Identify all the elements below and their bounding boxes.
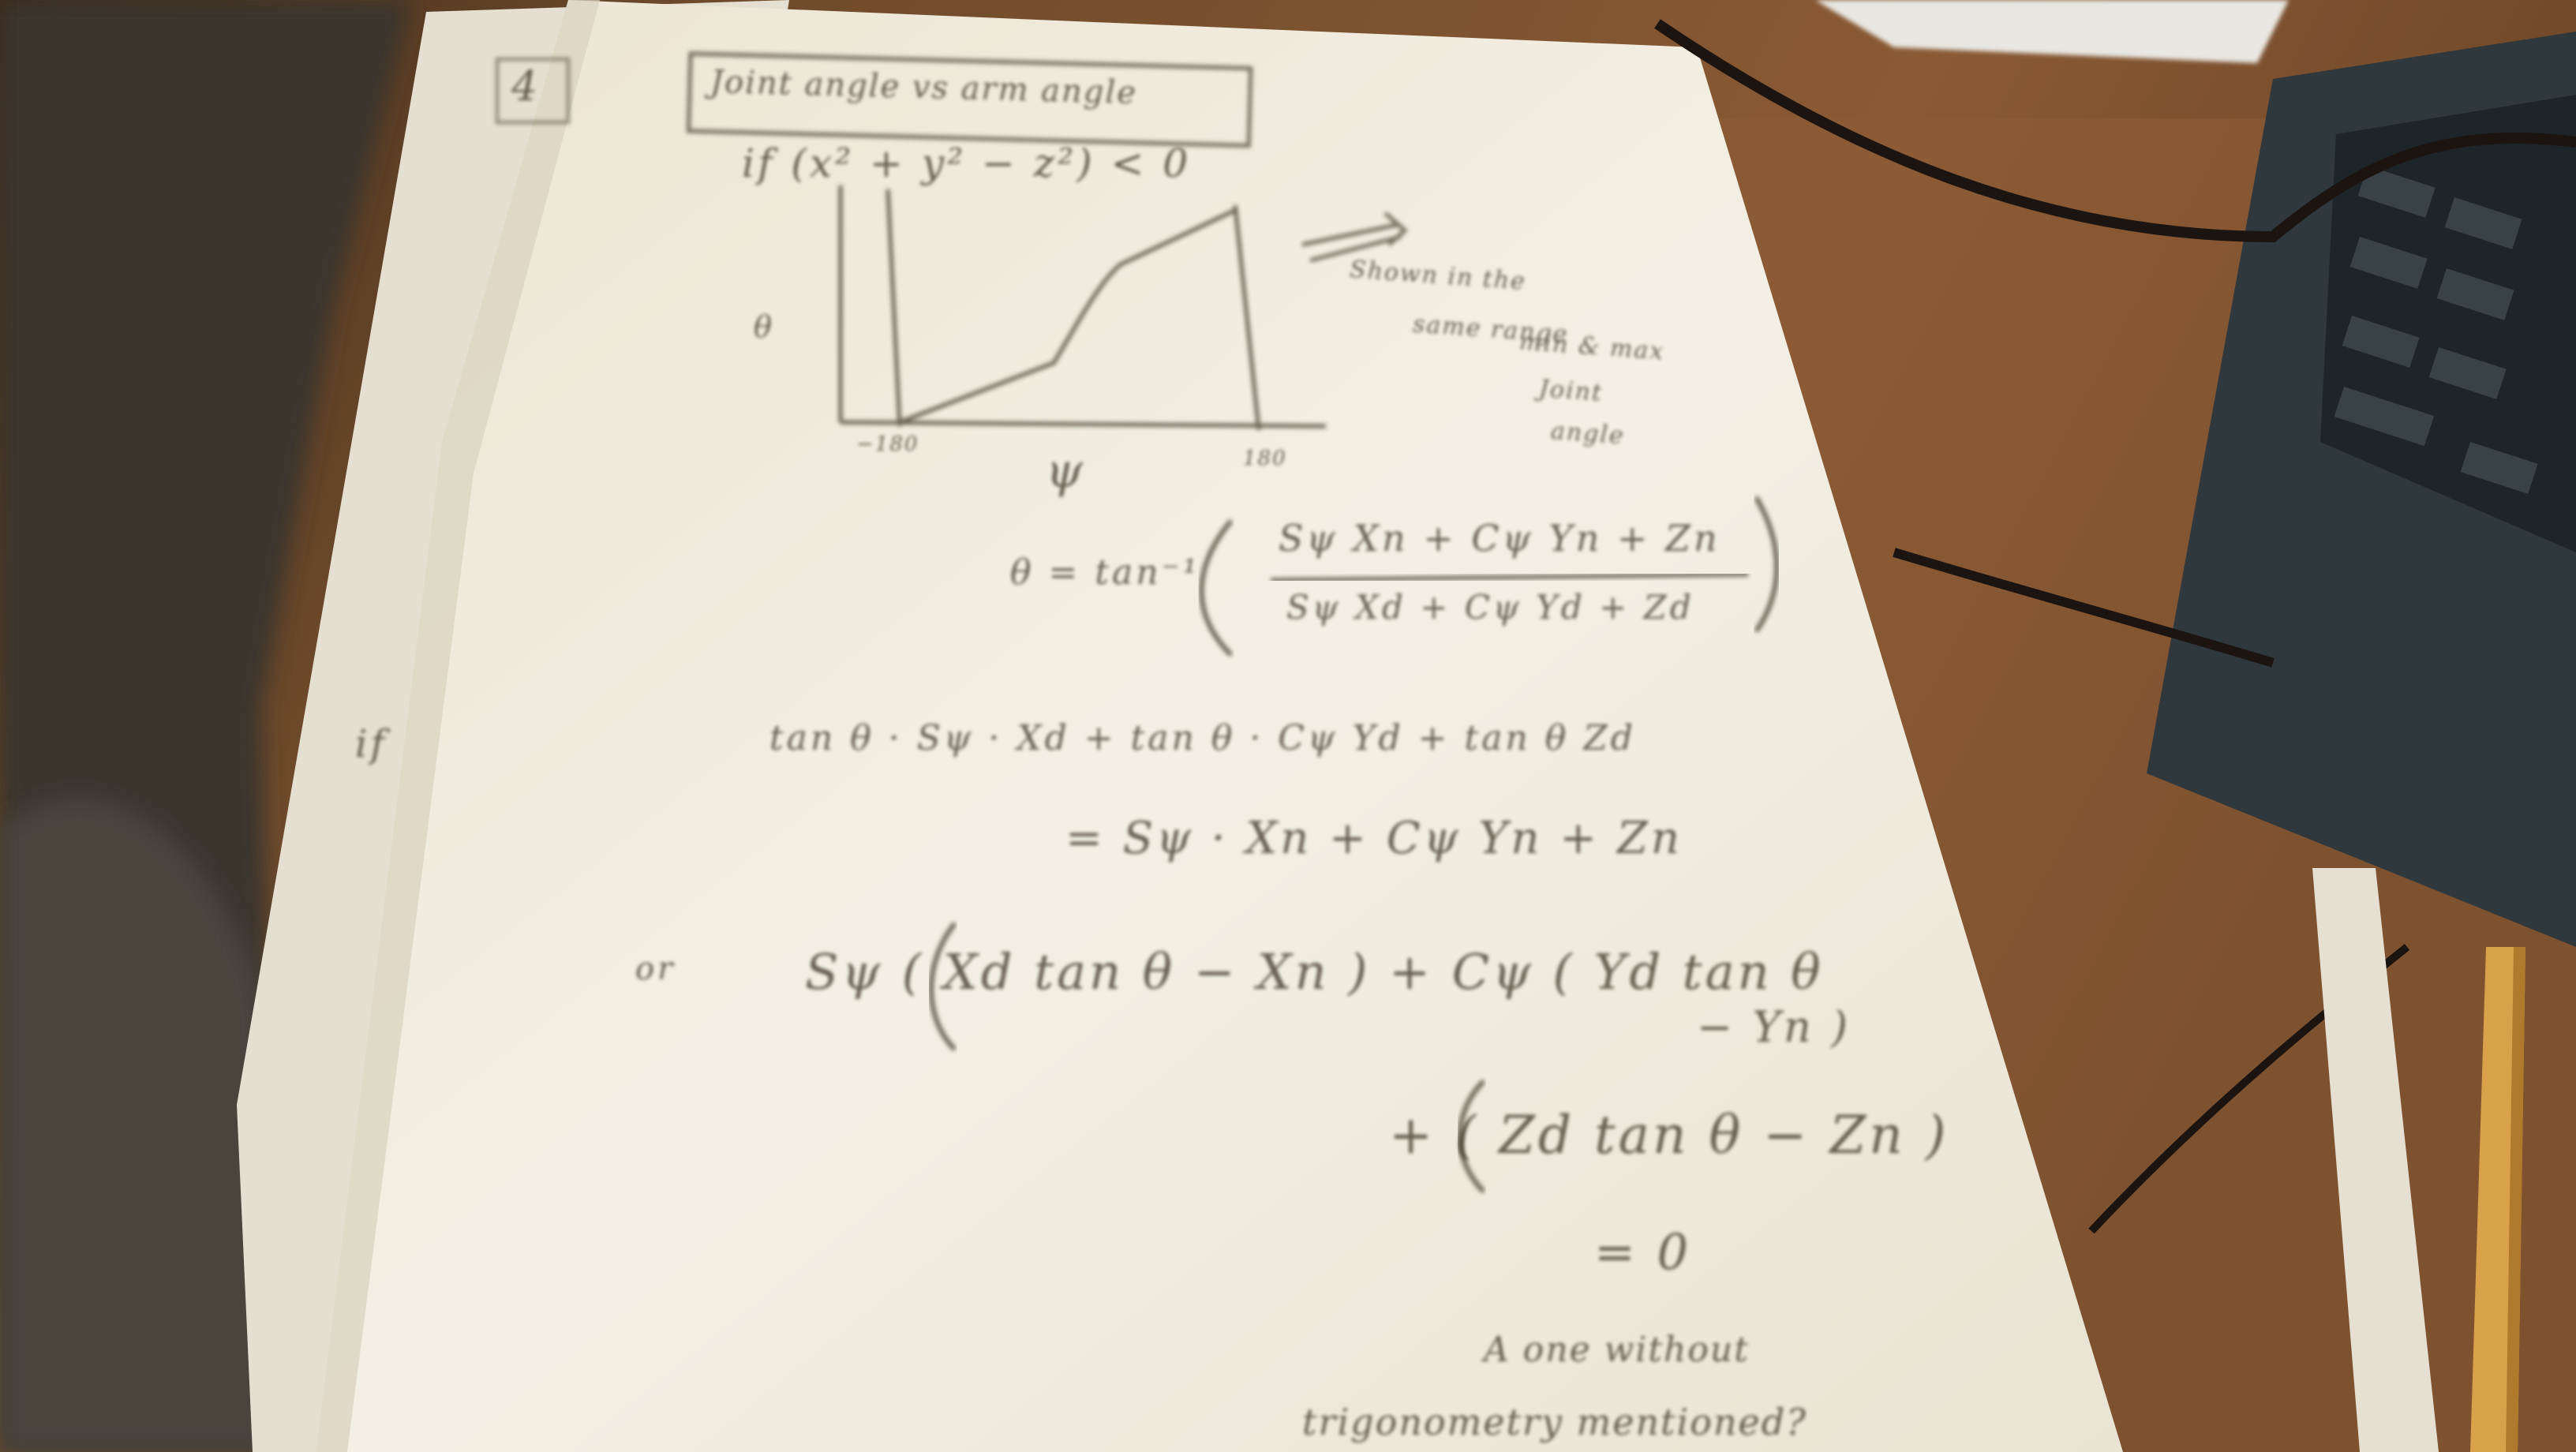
formula-denominator: Sψ Xd + Cψ Yd + Zd [1286,588,1694,627]
derivation-line-2: = Sψ · Xn + Cψ Yn + Zn [1065,813,1683,864]
derivation-line-3: Sψ ( Xd tan θ − Xn ) + Cψ ( Yd tan θ [805,943,1824,1001]
side-note-line-1: Shown in the [1349,256,1528,296]
side-note-line-3: min & max [1518,327,1666,366]
side-note-line-2: same range [1412,310,1570,349]
derivation-line-7: A one without [1484,1330,1750,1370]
derivation-line-6: = 0 [1594,1223,1692,1281]
derivation-line-1: tan θ · Sψ · Xd + tan θ · Cψ Yd + tan θ Zd [769,718,1636,758]
derivation-line-4: − Yn ) [1697,1002,1852,1052]
condition-text: if (x² + y² − z²) < 0 [742,140,1192,186]
margin-mark: 4 [511,63,541,110]
heading-box-text: Joint angle vs arm angle [710,63,1138,112]
side-note-line-5: angle [1549,417,1626,451]
graph-x-tick-left: −180 [856,432,919,456]
graph-x-label: ψ [1046,443,1087,499]
graph-x-tick-right: 180 [1243,447,1287,470]
graph-y-label: θ [754,309,775,344]
formula-numerator: Sψ Xn + Cψ Yn + Zn [1279,517,1720,559]
side-note-line-4: Joint [1537,375,1604,407]
derivation-line-3-prefix: or [635,951,676,987]
derivation-line-5: + ( Zd tan θ − Zn ) [1389,1105,1949,1166]
derivation-line-8: trigonometry mentioned? [1302,1401,1807,1443]
margin-if: if [355,722,388,766]
formula-lhs: θ = tan⁻¹ [1010,552,1200,593]
